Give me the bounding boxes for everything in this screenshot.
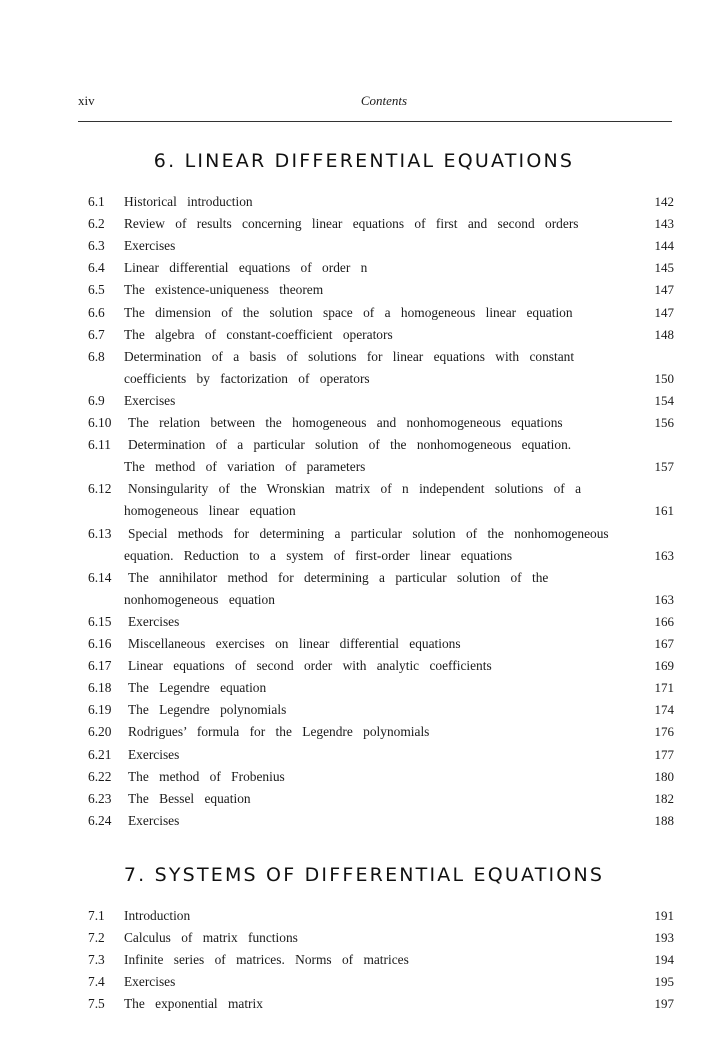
section-title: Linear differential equations of order n <box>124 260 368 276</box>
toc-entry[interactable] <box>88 747 678 769</box>
section-title: The relation between the homogeneous and nonhomogeneous equations <box>128 415 563 430</box>
toc-entry[interactable] <box>88 282 678 304</box>
section-number: 7.3 <box>88 952 105 968</box>
section-number: 6.14 <box>88 569 112 585</box>
section-number: 6.9 <box>88 392 105 408</box>
toc-entry[interactable] <box>88 305 678 327</box>
section-title: The dimension of the solution space of a homogeneous linear equation <box>124 304 573 320</box>
page-ref: 197 <box>654 996 674 1012</box>
section-number: 6.5 <box>88 282 105 298</box>
toc-entry[interactable] <box>88 260 678 282</box>
toc-entry-continuation[interactable] <box>88 503 678 525</box>
section-title: Exercises <box>124 392 176 408</box>
section-title: Exercises <box>124 238 176 254</box>
section-title: Exercises <box>128 746 180 762</box>
section-number: 6.17 <box>88 658 112 674</box>
section-number: 7.4 <box>88 974 105 990</box>
section-title: Exercises <box>128 812 180 828</box>
toc-entry[interactable] <box>88 930 678 952</box>
toc-entry[interactable] <box>88 393 678 415</box>
page-ref: 147 <box>654 304 674 320</box>
toc-entry[interactable] <box>88 238 678 260</box>
section-title: The algebra of constant-coefficient operators <box>124 326 393 342</box>
section-number: 7.1 <box>88 908 105 923</box>
section-number: 6.2 <box>88 216 105 232</box>
toc-entry[interactable] <box>88 952 678 974</box>
section-title-continued: coefficients by factorization of operators <box>124 370 370 386</box>
toc-entry[interactable] <box>88 570 678 592</box>
section-title: Calculus of matrix functions <box>124 930 298 946</box>
section-number: 6.18 <box>88 680 112 696</box>
toc-entry[interactable] <box>88 658 678 680</box>
toc-entry-continuation[interactable] <box>88 592 678 614</box>
section-number: 6.20 <box>88 724 112 740</box>
page-ref: 163 <box>654 547 674 563</box>
page-ref: 169 <box>654 658 674 674</box>
page-ref: 195 <box>654 974 674 990</box>
section-number: 6.22 <box>88 768 112 784</box>
section-number: 6.16 <box>88 636 112 651</box>
chapter-title: 6. LINEAR DIFFERENTIAL EQUATIONS <box>153 150 575 172</box>
toc-entry-continuation[interactable] <box>88 548 678 570</box>
toc-entry[interactable] <box>88 724 678 746</box>
running-head <box>78 93 670 113</box>
section-title: The annihilator method for determining a particular solution of the <box>128 569 549 585</box>
section-number: 7.2 <box>88 930 105 946</box>
page-ref: 166 <box>654 613 674 629</box>
section-number: 6.21 <box>88 746 112 762</box>
page-ref: 147 <box>654 282 674 298</box>
section-title: The Legendre equation <box>128 680 267 696</box>
section-number: 6.11 <box>88 437 111 453</box>
section-title: Special methods for determining a particular solution of the nonhomogeneous <box>128 525 609 541</box>
section-number: 6.13 <box>88 525 112 541</box>
section-title: The Bessel equation <box>128 790 251 806</box>
header-rule <box>78 121 672 122</box>
page-ref: 167 <box>654 636 674 651</box>
toc-entry[interactable] <box>88 813 678 835</box>
toc-entry[interactable] <box>88 194 678 216</box>
section-title: Exercises <box>128 613 180 629</box>
toc-entry-continuation[interactable] <box>88 459 678 481</box>
section-number: 6.15 <box>88 613 112 629</box>
page-ref: 171 <box>654 680 674 696</box>
section-title: Miscellaneous exercises on linear differential equations <box>128 636 461 651</box>
page-ref: 176 <box>654 724 674 740</box>
section-number: 6.24 <box>88 812 112 828</box>
page-ref: 148 <box>654 326 674 342</box>
page-ref: 177 <box>654 746 674 762</box>
toc-entry[interactable] <box>88 437 678 459</box>
page-ref: 180 <box>654 768 674 784</box>
toc-entry-continuation[interactable] <box>88 371 678 393</box>
page-ref: 188 <box>654 812 674 828</box>
toc-entry[interactable] <box>88 908 678 930</box>
section-number: 6.4 <box>88 260 105 276</box>
running-title: Contents <box>360 93 408 108</box>
toc-entry[interactable] <box>88 327 678 349</box>
page-ref: 163 <box>654 591 674 607</box>
section-number: 6.1 <box>88 194 105 209</box>
toc-entry[interactable] <box>88 974 678 996</box>
section-title-continued: homogeneous linear equation <box>124 503 296 519</box>
page-ref: 174 <box>654 702 674 718</box>
section-title: Infinite series of matrices. Norms of matrices <box>124 952 409 968</box>
toc-entry[interactable] <box>88 415 678 437</box>
page-ref: 144 <box>654 238 674 254</box>
page-ref: 191 <box>654 908 674 923</box>
section-title: The exponential matrix <box>124 996 263 1012</box>
toc-entry[interactable] <box>88 481 678 503</box>
toc-entry[interactable] <box>88 996 678 1018</box>
section-title: The method of Frobenius <box>128 768 285 784</box>
toc-entry[interactable] <box>88 526 678 548</box>
toc-entry[interactable] <box>88 614 678 636</box>
toc-entry[interactable] <box>88 349 678 371</box>
section-number: 6.8 <box>88 348 105 364</box>
page-number: xiv <box>78 93 95 108</box>
section-title: Nonsingularity of the Wronskian matrix of n independent solutions of a <box>128 481 582 497</box>
section-title: The existence-uniqueness theorem <box>124 282 324 298</box>
section-title-continued: equation. Reduction to a system of first-order linear equations <box>124 547 513 563</box>
page-ref: 143 <box>654 216 674 232</box>
section-title-continued: nonhomogeneous equation <box>124 591 275 607</box>
section-number: 6.23 <box>88 790 112 806</box>
section-number: 6.19 <box>88 702 112 718</box>
section-number: 6.7 <box>88 326 105 342</box>
toc-entry[interactable] <box>88 680 678 702</box>
toc-entry[interactable] <box>88 216 678 238</box>
toc-entry[interactable] <box>88 769 678 791</box>
section-title: Determination of a particular solution of the nonhomogeneous equation. <box>128 437 572 453</box>
section-number: 7.5 <box>88 996 105 1012</box>
section-title: Introduction <box>124 908 191 923</box>
section-number: 6.10 <box>88 415 112 430</box>
page-ref: 157 <box>654 459 674 475</box>
toc-entry[interactable] <box>88 636 678 658</box>
page-ref: 194 <box>654 952 674 968</box>
page-ref: 154 <box>654 392 674 408</box>
section-title: Linear equations of second order with analytic coefficients <box>128 658 492 674</box>
page-ref: 161 <box>654 503 674 519</box>
page-ref: 142 <box>654 194 674 209</box>
page-ref: 150 <box>654 370 674 386</box>
page-ref: 156 <box>654 415 674 430</box>
chapter-title: 7. SYSTEMS OF DIFFERENTIAL EQUATIONS <box>123 864 605 886</box>
page-ref: 182 <box>654 790 674 806</box>
section-number: 6.6 <box>88 304 105 320</box>
section-title: Determination of a basis of solutions for linear equations with constant <box>124 348 575 364</box>
toc-entry[interactable] <box>88 791 678 813</box>
section-title-continued: The method of variation of parameters <box>124 459 366 475</box>
section-title: Review of results concerning linear equations of first and second orders <box>124 216 579 232</box>
page-ref: 193 <box>654 930 674 946</box>
section-number: 6.12 <box>88 481 112 497</box>
section-title: The Legendre polynomials <box>128 702 287 718</box>
section-title: Rodrigues’ formula for the Legendre polynomials <box>128 724 430 740</box>
toc-entry[interactable] <box>88 702 678 724</box>
section-number: 6.3 <box>88 238 105 254</box>
section-title: Exercises <box>124 974 176 990</box>
page-ref: 145 <box>654 260 674 276</box>
section-title: Historical introduction <box>124 194 253 209</box>
